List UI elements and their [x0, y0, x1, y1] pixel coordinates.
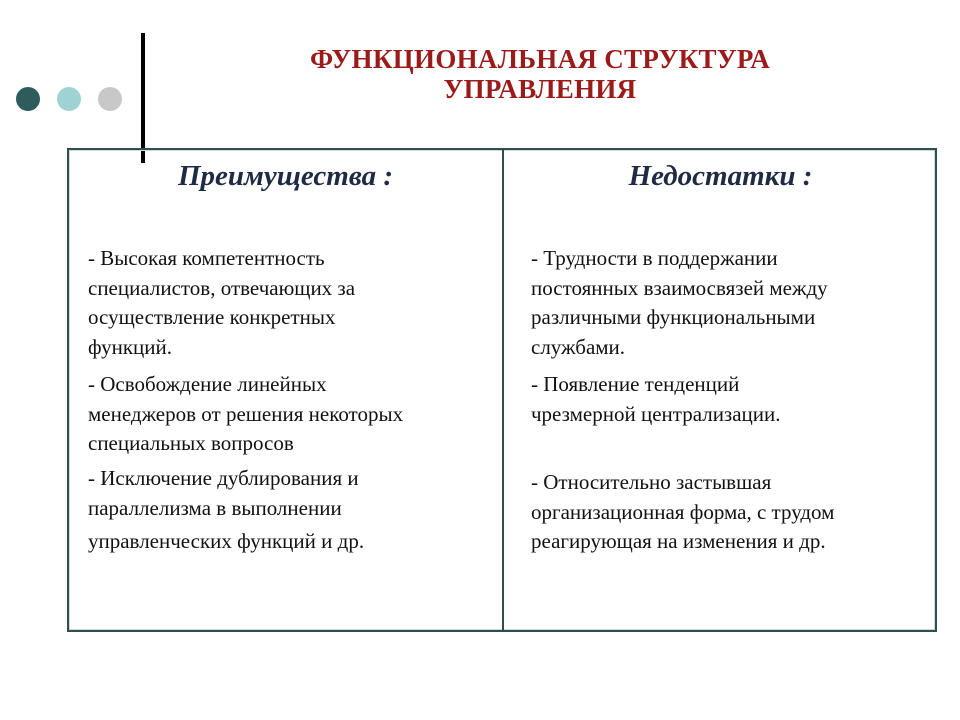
disadvantage-item	[531, 244, 935, 362]
advantages-column	[69, 150, 502, 630]
advantage-line: - Освобождение линейных	[88, 372, 327, 396]
advantage-line: параллелизма в выполнении	[88, 495, 342, 520]
disadvantage-line: чрезмерной централизации.	[531, 401, 781, 426]
disadvantage-line: - Трудности в поддержании	[531, 246, 778, 270]
disadvantage-line: - Относительно застывшая	[531, 470, 772, 494]
advantage-line: специалистов, отвечающих за	[88, 275, 356, 300]
advantages-heading: Преимущества :	[177, 160, 394, 192]
advantage-item	[88, 370, 498, 459]
advantage-line: специальных вопросов	[88, 431, 294, 455]
slide-title-line-1: ФУНКЦИОНАЛЬНАЯ СТРУКТУРА	[309, 44, 771, 74]
disadvantage-line: службами.	[531, 334, 626, 359]
disadvantages-column	[504, 150, 937, 630]
advantage-line: управленческих функций и др.	[88, 529, 365, 553]
disadvantage-line: - Появление тенденций	[531, 372, 740, 396]
dot-gray-icon	[98, 87, 122, 111]
advantage-line: менеджеров от решения некоторых	[88, 401, 404, 426]
disadvantage-line: постоянных взаимосвязей между	[531, 275, 828, 300]
advantage-line: - Высокая компетентность	[88, 246, 325, 270]
vertical-accent-bar	[141, 33, 145, 163]
dot-dark-icon	[16, 87, 40, 111]
disadvantages-heading: Недостатки :	[628, 160, 813, 192]
comparison-table	[67, 148, 937, 632]
slide-title	[220, 44, 860, 104]
dot-light-icon	[57, 87, 81, 111]
advantage-item	[88, 464, 498, 557]
disadvantage-item	[531, 370, 935, 429]
disadvantage-line: организационная форма, с трудом	[531, 499, 835, 524]
slide-title-line-2: УПРАВЛЕНИЯ	[443, 74, 637, 104]
disadvantage-line: реагирующая на изменения и др.	[531, 529, 826, 553]
disadvantage-item	[531, 468, 935, 557]
advantage-line: осуществление конкретных	[88, 305, 336, 329]
advantage-line: - Исключение дублирования и	[88, 466, 359, 490]
advantage-line: функций.	[88, 334, 172, 359]
disadvantage-line: различными функциональными	[531, 305, 816, 329]
advantage-item	[88, 244, 498, 362]
